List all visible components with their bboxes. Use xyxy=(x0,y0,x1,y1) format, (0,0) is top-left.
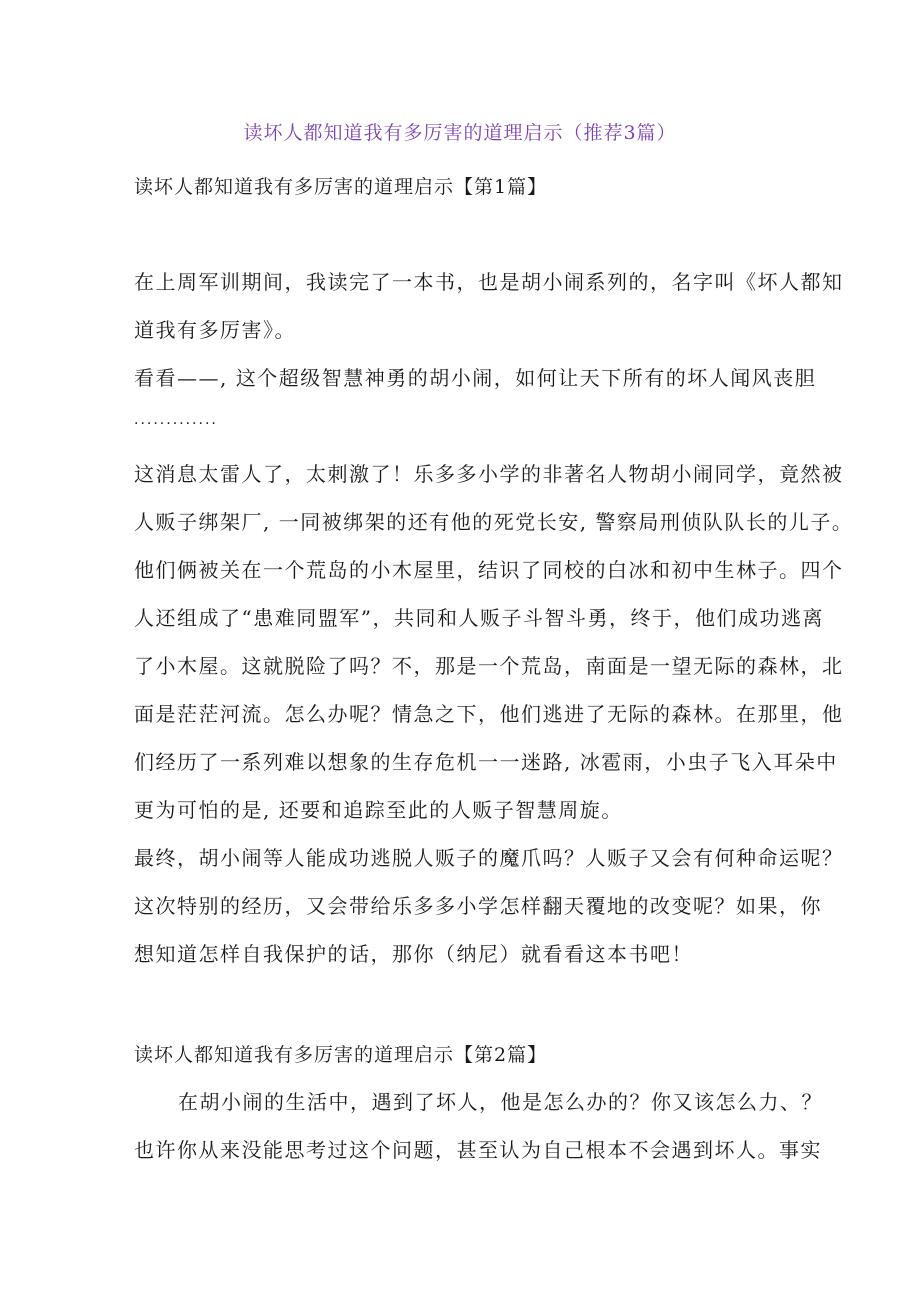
paragraph-line: 道我有多厉害》。 xyxy=(134,318,296,342)
paragraph-line: 他们俩被关在一个荒岛的小木屋里，结识了同校的白冰和初中生林子。四个 xyxy=(134,558,844,582)
document-title: 读坏人都知道我有多厉害的道理启示（推荐3篇） xyxy=(243,122,677,144)
paragraph-line: 人贩子绑架厂, 一同被绑架的还有他的死党长安, 警察局刑侦队队长的儿子。 xyxy=(134,510,854,534)
paragraph-line: 最终，胡小闹等人能成功逃脱人贩子的魔爪吗？人贩子又会有何种命运呢？ xyxy=(134,846,844,870)
paragraph-line: 这次特别的经历，又会带给乐多多小学怎样翻天覆地的改变呢？如果，你 xyxy=(134,894,822,918)
paragraph-line: 更为可怕的是, 还要和追踪至此的人贩子智慧周旋。 xyxy=(134,798,623,822)
paragraph-line: 看看——, 这个超级智慧神勇的胡小闹，如何让天下所有的坏人闻风丧胆 xyxy=(134,366,817,390)
paragraph-line: 这消息太雷人了，太刺激了！乐多多小学的非著名人物胡小闹同学，竟然被 xyxy=(134,462,844,486)
paragraph-line: 也许你从来没能思考过这个问题，甚至认为自己根本不会遇到坏人。事实 xyxy=(134,1138,822,1162)
section-2-heading: 读坏人都知道我有多厉害的道理启示【第2篇】 xyxy=(134,1044,548,1066)
paragraph-line: 在上周军训期间，我读完了一本书，也是胡小闹系列的，名字叫《坏人都知 xyxy=(134,270,844,294)
paragraph-line: 人还组成了“患难同盟军”，共同和人贩子斗智斗勇，终于，他们成功逃离 xyxy=(134,606,824,630)
paragraph-line: 在胡小闹的生活中，遇到了坏人，他是怎么办的？你又该怎么力、？ xyxy=(178,1090,823,1114)
paragraph-line: 面是茫茫河流。怎么办呢？情急之下，他们逃进了无际的森林。在那里，他 xyxy=(134,702,844,726)
ellipsis-line: ............. xyxy=(134,412,218,428)
paragraph-line: 们经历了一系列难以想象的生存危机一一迷路, 冰雹雨，小虫子飞入耳朵中 xyxy=(134,750,838,774)
section-1-heading: 读坏人都知道我有多厉害的道理启示【第1篇】 xyxy=(134,176,548,198)
paragraph-line: 想知道怎样自我保护的话，那你（纳尼）就看看这本书吧！ xyxy=(134,942,693,966)
paragraph-line: 了小木屋。这就脱险了吗？不，那是一个荒岛，南面是一望无际的森林，北 xyxy=(134,654,844,678)
